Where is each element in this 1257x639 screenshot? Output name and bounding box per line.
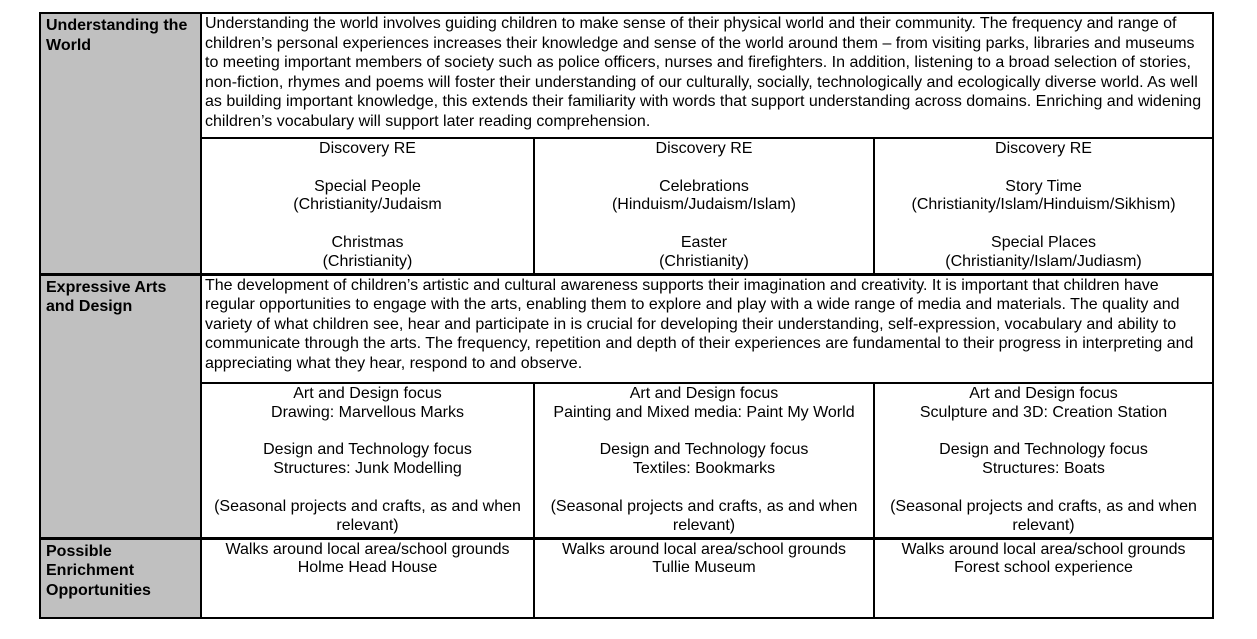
enrichment-col-3: Walks around local area/school grounds Forest school experience xyxy=(874,538,1213,618)
expressive-arts-col-1: Art and Design focus Drawing: Marvellous Marks Design and Technology focus Structures: Junk Modelling (Seasonal projects and crafts, as and when relevant) xyxy=(201,383,534,538)
expressive-arts-col-3: Art and Design focus Sculpture and 3D: Creation Station Design and Technology focus Structures: Boats (Seasonal projects and crafts, as and when relevant) xyxy=(874,383,1213,538)
expressive-arts-description: The development of children’s artistic and cultural awareness supports their imagination and creativity. It is important that children have regular opportunities to engage with the arts, enabling them to explore and play with a wide range of media and materials. The quality and variety of what children see, hear and participate in is crucial for developing their understanding, self-expression, vocabulary and ability to communicate through the arts. The frequency, repetition and depth of their experiences are fundamental to their progress in interpreting and appreciating what they hear, respond to and observe. xyxy=(201,274,1213,383)
understanding-the-world-col-3: Discovery RE Story Time (Christianity/Islam/Hinduism/Sikhism) Special Places (Christianity/Islam/Judiasm) xyxy=(874,138,1213,274)
understanding-the-world-description: Understanding the world involves guiding children to make sense of their physical world and their community. The frequency and range of children’s personal experiences increases their knowledge and sense of the world around them – from visiting parks, libraries and museums to meeting important members of society such as police officers, nurses and firefighters. In addition, listening to a broad selection of stories, non-fiction, rhymes and poems will foster their understanding of our culturally, socially, technologically and ecologically diverse world. As well as building important knowledge, this extends their familiarity with words that support understanding across domains. Enriching and widening children’s vocabulary will support later reading comprehension. xyxy=(201,13,1213,138)
understanding-the-world-col-1: Discovery RE Special People (Christianity/Judaism Christmas (Christianity) xyxy=(201,138,534,274)
enrichment-col-1: Walks around local area/school grounds Holme Head House xyxy=(201,538,534,618)
expressive-arts-col-2: Art and Design focus Painting and Mixed media: Paint My World Design and Technology focus Textiles: Bookmarks (Seasonal projects and crafts, as and when relevant) xyxy=(534,383,874,538)
enrichment-col-2: Walks around local area/school grounds Tullie Museum xyxy=(534,538,874,618)
row-header-understanding-the-world: Understanding the World xyxy=(40,13,201,274)
curriculum-table xyxy=(39,12,1214,619)
understanding-the-world-col-2: Discovery RE Celebrations (Hinduism/Judaism/Islam) Easter (Christianity) xyxy=(534,138,874,274)
row-header-possible-enrichment-opportunities: Possible Enrichment Opportunities xyxy=(40,538,201,618)
row-header-expressive-arts-and-design: Expressive Arts and Design xyxy=(40,274,201,538)
document-page xyxy=(39,12,1214,619)
